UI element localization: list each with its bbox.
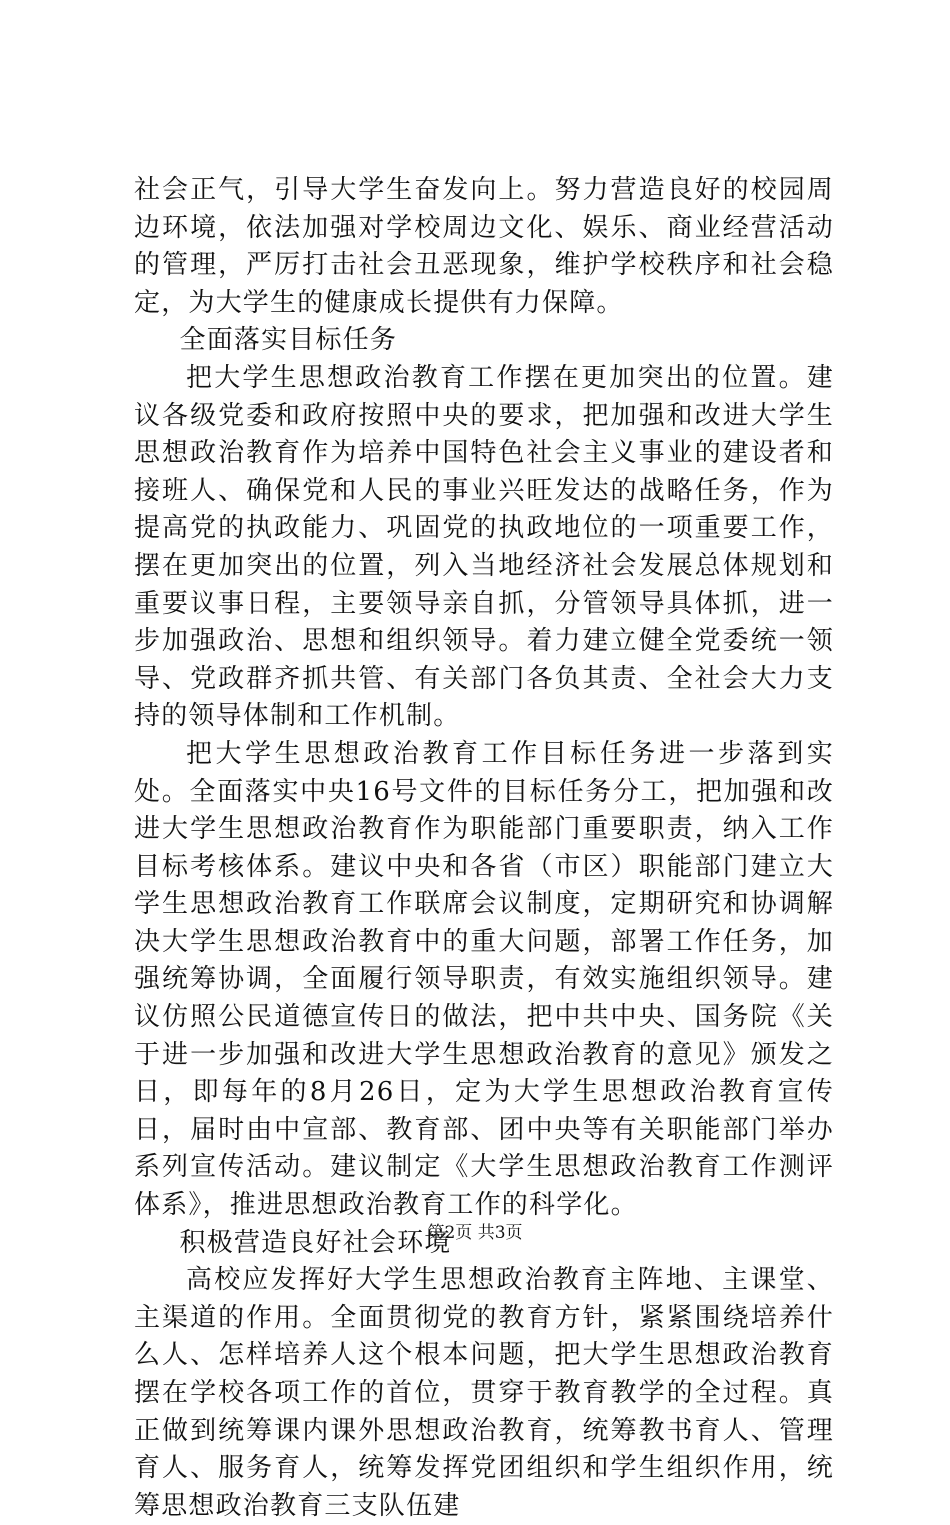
- paragraph-continued: 社会正气，引导大学生奋发向上。努力营造良好的校园周边环境，依法加强对学校周边文化、娱乐、商业经营活动的管理，严厉打击社会丑恶现象，维护学校秩序和社会稳定，为大学生的健康成长提供有力保障。: [134, 175, 834, 318]
- section-heading-targets: 全面落实目标任务: [179, 325, 398, 356]
- paragraph-implementation: 把大学生思想政治教育工作目标任务进一步落到实处。全面落实中央16号文件的目标任务分工，把加强和改进大学生思想政治教育作为职能部门重要职责，纳入工作目标考核体系。建议中央和各省（市区）职能部门建立大学生思想政治教育工作联席会议制度，定期研究和协调解决大学生思想政治教育中的重大问题，部署工作任务，加强统筹协调，全面履行领导职责，有效实施组织领导。建议仿照公民道德宣传日的做法，把中共中央、国务院《关于进一步加强和改进大学生思想政治教育的意见》颁发之日，即每年的8月26日，定为大学生思想政治教育宣传日，届时由中宣部、教育部、团中央等有关职能部门举办系列宣传活动。建议制定《大学生思想政治教育工作测评体系》，推进思想政治教育工作的科学化。: [134, 738, 834, 1221]
- paragraph-universities: 高校应发挥好大学生思想政治教育主阵地、主课堂、主渠道的作用。全面贯彻党的教育方针，紧紧围绕培养什么人、怎样培养人这个根本问题，把大学生思想政治教育摆在学校各项工作的首位，贯穿于教育教学的全过程。真正做到统筹课内课外思想政治教育，统筹教书育人、管理育人、服务育人，统筹发挥党团组织和学生组织作用，统筹思想政治教育三支队伍建: [134, 1265, 834, 1521]
- paragraph-priority: 把大学生思想政治教育工作摆在更加突出的位置。建议各级党委和政府按照中央的要求，把加强和改进大学生思想政治教育作为培养中国特色社会主义事业的建设者和接班人、确保党和人民的事业兴旺发达的战略任务，作为提高党的执政能力、巩固党的执政地位的一项重要工作，摆在更加突出的位置，列入当地经济社会发展总体规划和重要议事日程，主要领导亲自抓，分管领导具体抓，进一步加强政治、思想和组织领导。着力建立健全党委统一领导、党政群齐抓共管、有关部门各负其责、全社会大力支持的领导体制和工作机制。: [134, 362, 834, 732]
- document-body: [134, 172, 834, 1525]
- page-number-footer: 第2页 共3页: [427, 1223, 523, 1243]
- section-heading-environment: 积极营造良好社会环境: [179, 1227, 452, 1258]
